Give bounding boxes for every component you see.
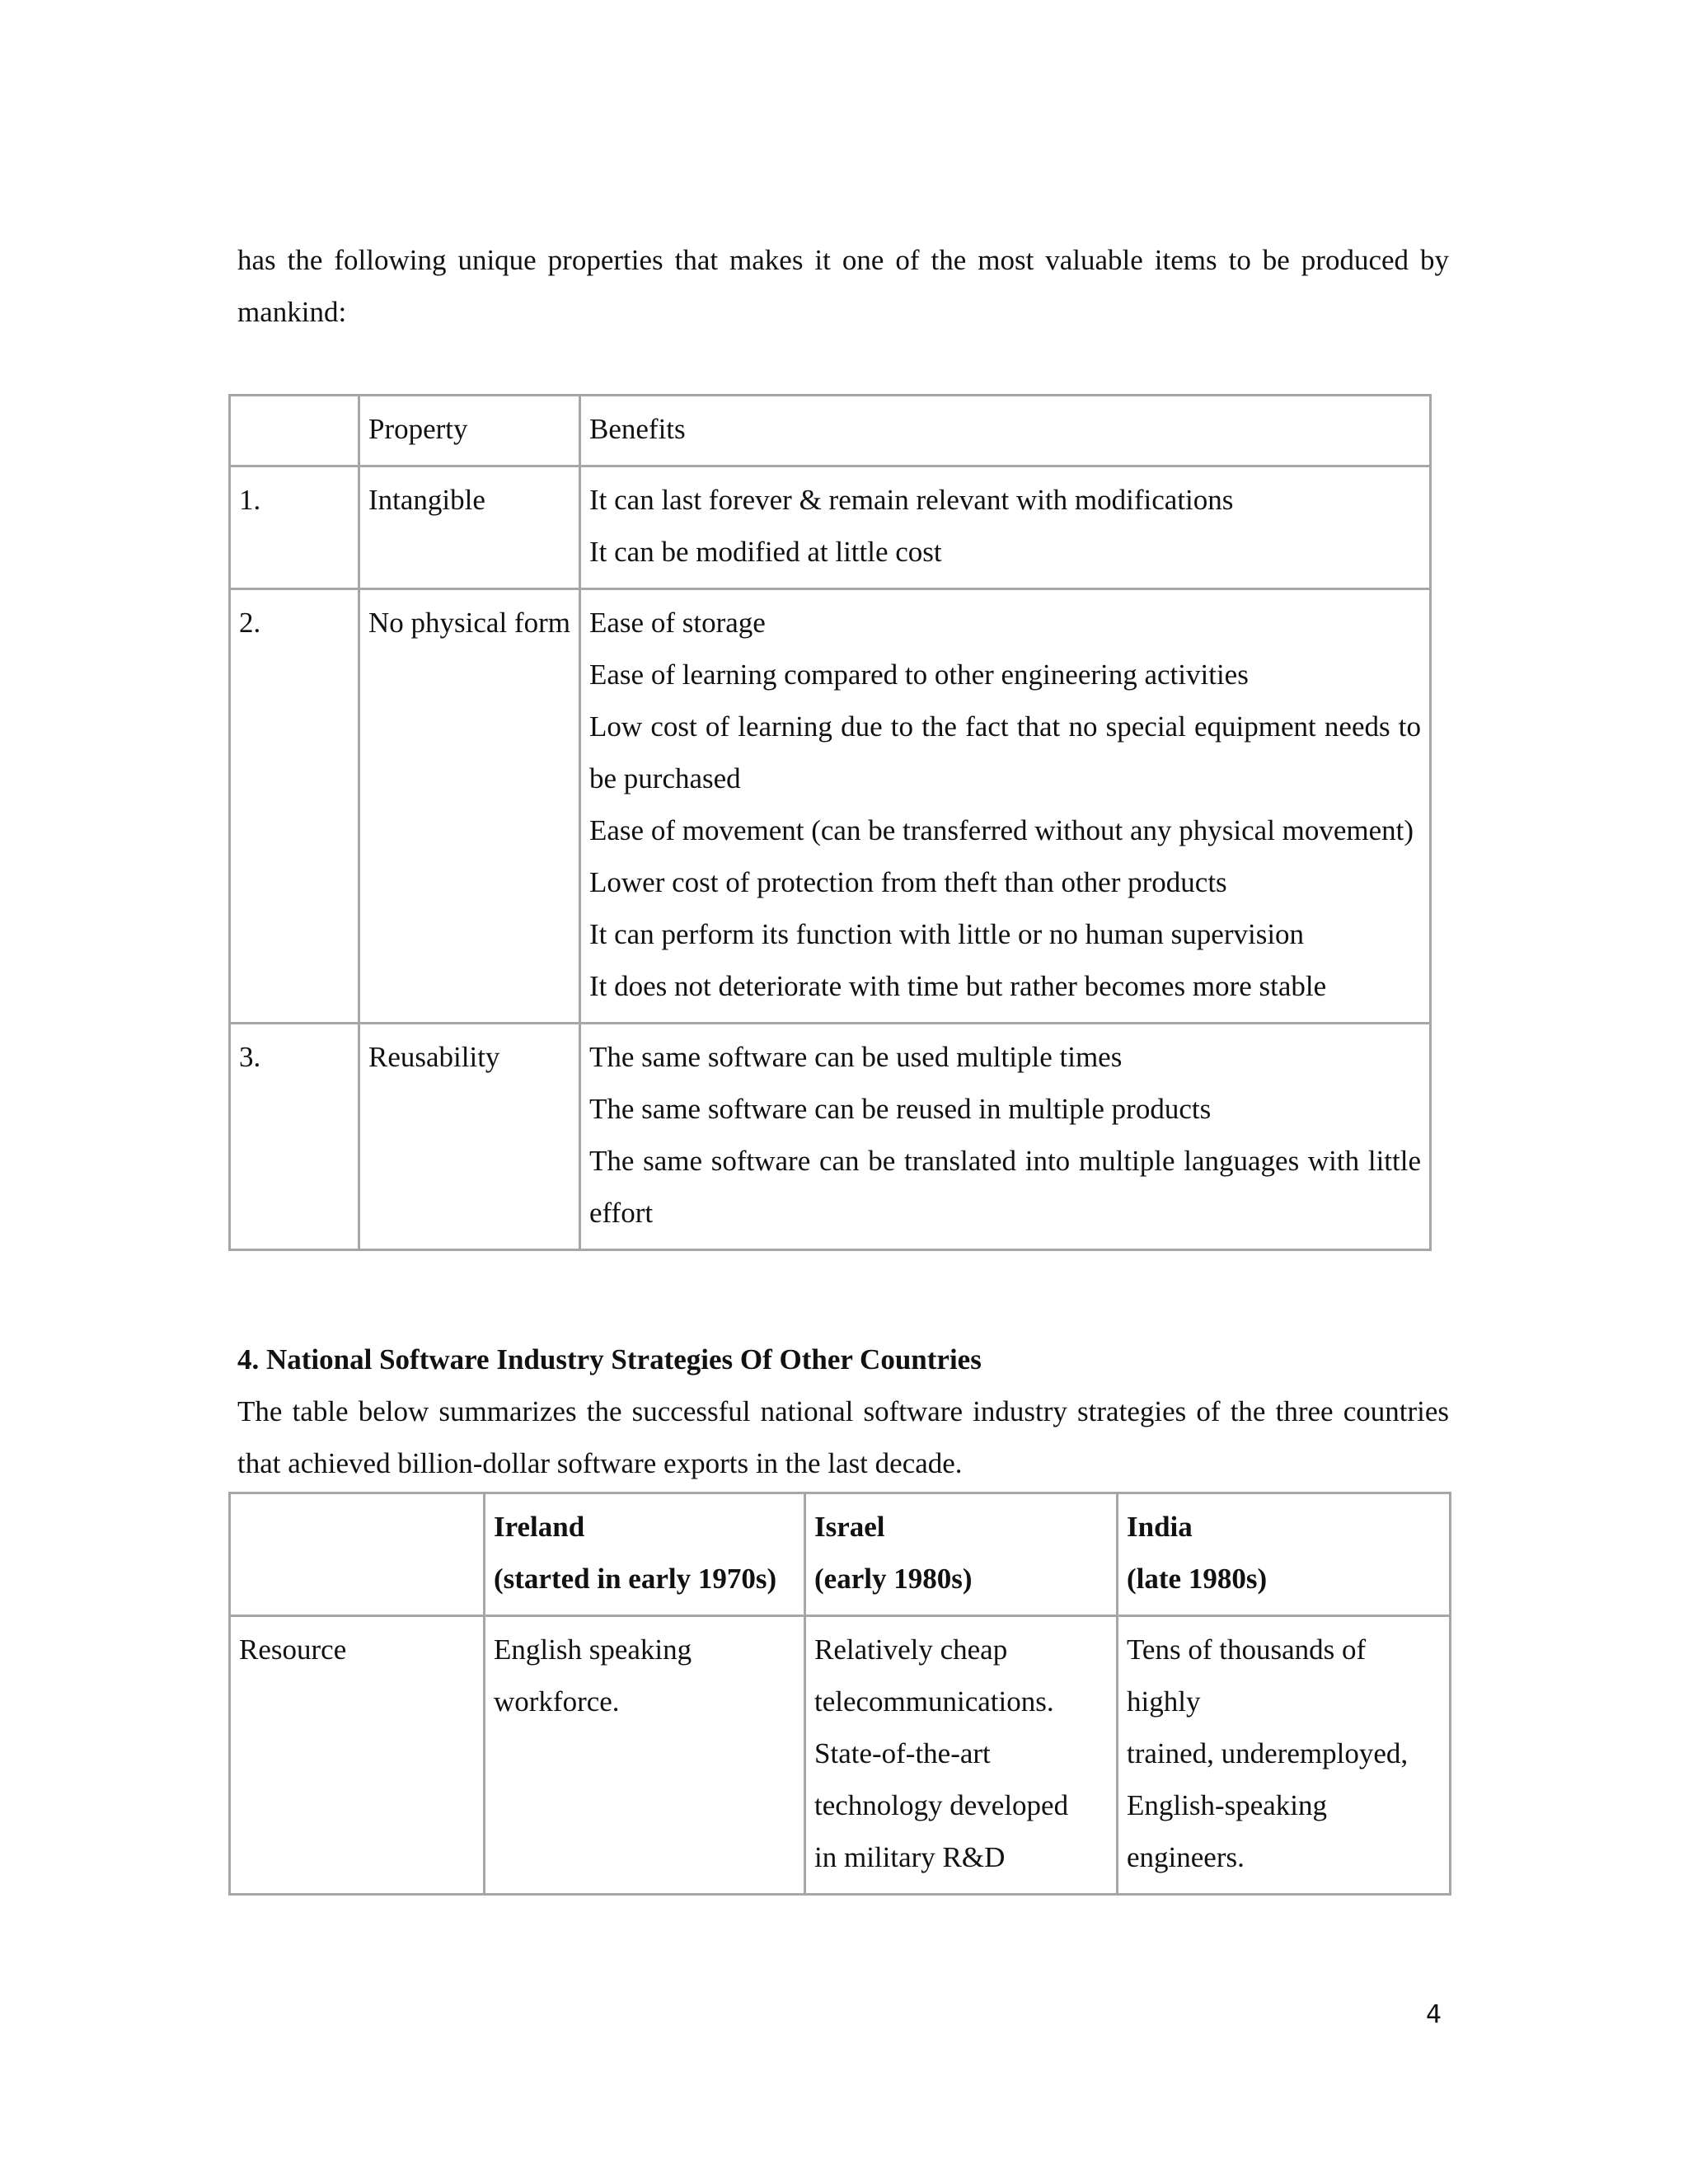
cell-line: in military R&D	[814, 1841, 1006, 1873]
cell-line: trained, underemployed,	[1127, 1737, 1409, 1769]
cell-israel	[805, 1616, 1118, 1895]
country-name: Ireland	[494, 1511, 585, 1543]
intro-paragraph: has the following unique properties that makes it one of the most valuable items to be produced by mankind:	[237, 244, 1449, 328]
benefit-item: The same software can be translated into multiple languages with little effort	[589, 1145, 1421, 1229]
cell-ireland	[485, 1616, 805, 1895]
benefit-item: Ease of movement (can be transferred without any physical movement)	[589, 814, 1414, 846]
section-heading: 4. National Software Industry Strategies Of Other Countries	[237, 1343, 982, 1376]
table-header-row	[230, 1493, 1451, 1616]
cell-line: English speaking	[494, 1633, 692, 1666]
header-cell-number	[230, 396, 359, 466]
benefit-item: Ease of learning compared to other engineering activities	[589, 658, 1249, 691]
cell-line: workforce.	[494, 1685, 620, 1718]
country-period: (early 1980s)	[814, 1563, 973, 1595]
benefit-item: Ease of storage	[589, 607, 766, 639]
row-benefits	[580, 1024, 1431, 1250]
benefit-item: Lower cost of protection from theft than other products	[589, 866, 1227, 898]
country-period: (started in early 1970s)	[494, 1563, 777, 1595]
cell-line: Tens of thousands of	[1127, 1633, 1367, 1666]
strategy-table	[228, 1492, 1451, 1896]
row-number: 3.	[230, 1024, 359, 1250]
properties-table	[228, 394, 1432, 1251]
benefit-item: It can last forever & remain relevant with modifications	[589, 484, 1234, 516]
row-label: Resource	[230, 1616, 485, 1895]
cell-line: highly	[1127, 1685, 1201, 1718]
benefit-item: It can be modified at little cost	[589, 536, 942, 568]
row-benefits	[580, 589, 1431, 1024]
cell-line: telecommunications.	[814, 1685, 1054, 1718]
table-row	[230, 1024, 1431, 1250]
table-row	[230, 466, 1431, 589]
benefit-item: Low cost of learning due to the fact that no special equipment needs to be purchased	[589, 710, 1421, 794]
header-cell-india	[1118, 1493, 1451, 1616]
cell-line: technology developed	[814, 1789, 1069, 1821]
cell-line: English-speaking	[1127, 1789, 1328, 1821]
cell-line: State-of-the-art	[814, 1737, 991, 1769]
benefit-item: The same software can be used multiple times	[589, 1041, 1123, 1073]
table-header-row	[230, 396, 1431, 466]
cell-line: Relatively cheap	[814, 1633, 1008, 1666]
cell-line: engineers.	[1127, 1841, 1245, 1873]
header-cell-empty	[230, 1493, 485, 1616]
row-number: 1.	[230, 466, 359, 589]
benefit-item: It does not deteriorate with time but rather becomes more stable	[589, 970, 1327, 1002]
benefit-item: The same software can be reused in multiple products	[589, 1093, 1212, 1125]
section-paragraph: The table below summarizes the successful national software industry strategies of the three countries that achieved billion-dollar software exports in the last decade.	[237, 1395, 1449, 1479]
page-number: 4	[1426, 2000, 1442, 2029]
header-cell-benefits: Benefits	[580, 396, 1431, 466]
row-property: Intangible	[359, 466, 580, 589]
table-row	[230, 1616, 1451, 1895]
cell-india	[1118, 1616, 1451, 1895]
country-period: (late 1980s)	[1127, 1563, 1268, 1595]
country-name: India	[1127, 1511, 1193, 1543]
table-row	[230, 589, 1431, 1024]
row-property: No physical form	[359, 589, 580, 1024]
row-benefits	[580, 466, 1431, 589]
row-property: Reusability	[359, 1024, 580, 1250]
row-number: 2.	[230, 589, 359, 1024]
country-name: Israel	[814, 1511, 885, 1543]
header-cell-property: Property	[359, 396, 580, 466]
header-cell-ireland	[485, 1493, 805, 1616]
header-cell-israel	[805, 1493, 1118, 1616]
benefit-item: It can perform its function with little or no human supervision	[589, 918, 1305, 950]
